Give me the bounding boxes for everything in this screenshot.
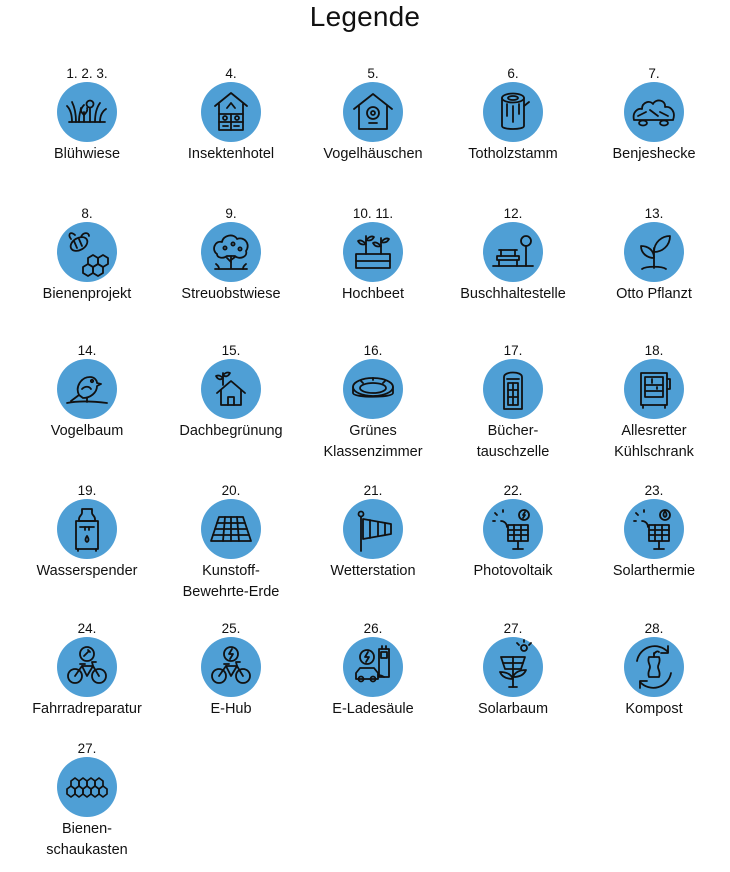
solar-panel-icon [483,499,543,559]
item-label: Solarthermie [612,563,696,579]
legend-item-buechertauschzelle [443,343,583,463]
fruit-tree-icon [201,222,261,282]
item-label [161,561,301,603]
item-label: Totholzstamm [468,146,558,162]
item-label: Bienenprojekt [42,286,132,302]
item-label: Streuobstwiese [181,286,281,302]
item-number: 13. [644,206,664,221]
fridge-icon [624,359,684,419]
legend-item-bienenschaukasten [17,741,157,861]
item-number: 26. [363,621,383,636]
legend-item-buschhaltestelle [443,206,583,305]
item-label: Kompost [625,701,683,717]
item-number: 20. [221,483,241,498]
item-number: 19. [77,483,97,498]
item-label: Otto Pflanzt [616,286,692,302]
item-label-line2: schaukasten [46,842,128,858]
item-label: Blühwiese [53,146,121,162]
item-number: 6. [507,66,519,81]
legend-item-totholzstamm [443,66,583,165]
green-roof-icon [201,359,261,419]
item-number: 21. [363,483,383,498]
amphitheater-icon [343,359,403,419]
item-number: 12. [503,206,523,221]
legend-item-vogelhaeuschen [303,66,443,165]
item-number: 16. [363,343,383,358]
item-label: Dachbegrünung [179,423,283,439]
item-label: Photovoltaik [473,563,553,579]
legend-item-insektenhotel [161,66,301,165]
item-number: 27. [503,621,523,636]
item-number: 18. [644,343,664,358]
water-dispenser-icon [57,499,117,559]
item-label: Fahrradreparatur [32,701,142,717]
legend-item-hochbeet [303,206,443,305]
legend-item-vogelbaum [17,343,157,442]
item-number: 7. [648,66,660,81]
legend-item-gruenes-klassenzimmer [303,343,443,463]
bus-stop-icon [483,222,543,282]
item-label: Insektenhotel [187,146,275,162]
item-number: 8. [81,206,93,221]
bike-repair-icon [57,637,117,697]
item-number: 1. 2. 3. [66,66,108,81]
item-label [303,421,443,463]
log-icon [483,82,543,142]
item-label: Hochbeet [341,286,405,302]
item-label [17,819,157,861]
legend-item-wetterstation [303,483,443,582]
birdhouse-icon [343,82,403,142]
legend-item-fahrradreparatur [17,621,157,720]
legend-item-streuobstwiese [161,206,301,305]
legend-item-otto-pflanzt [584,206,724,305]
item-number: 5. [367,66,379,81]
item-label: Buschhaltestelle [460,286,566,302]
legend-item-wasserspender [17,483,157,582]
item-label-line1: Bienen- [62,821,112,837]
item-label [584,421,724,463]
solar-tree-icon [483,637,543,697]
legend-item-dachbegruenung [161,343,301,442]
item-number: 25. [221,621,241,636]
item-number: 4. [225,66,237,81]
item-label-line1: Bücher- [487,423,539,439]
meadow-icon [57,82,117,142]
hedge-icon [624,82,684,142]
bird-icon [57,359,117,419]
legend-item-kunstoff-bewehrte-erde [161,483,301,603]
item-number: 10. 11. [352,206,394,221]
sprout-icon [624,222,684,282]
item-number: 17. [503,343,523,358]
item-label: E-Hub [210,701,252,717]
legend-title: Legende [309,1,421,32]
windsock-icon [343,499,403,559]
phone-booth-icon [483,359,543,419]
item-number: 28. [644,621,664,636]
geogrid-icon [201,499,261,559]
item-number: 9. [225,206,237,221]
item-label: Wasserspender [36,563,138,579]
ebike-icon [201,637,261,697]
legend-item-e-hub [161,621,301,720]
legend-item-allesretter-kuehlschrank [584,343,724,463]
legend-item-solarthermie [584,483,724,582]
item-label-line1: Kunstoff- [202,563,260,579]
item-number: 27. [77,741,97,756]
legend-item-solarbaum [443,621,583,720]
legend-item-photovoltaik [443,483,583,582]
ev-charger-icon [343,637,403,697]
insect-hotel-icon [201,82,261,142]
honeycomb-icon [57,757,117,817]
item-label: Benjeshecke [612,146,696,162]
item-label: E-Ladesäule [332,701,414,717]
item-label-line2: Bewehrte-Erde [182,584,280,600]
item-number: 23. [644,483,664,498]
item-label-line1: Grünes [349,423,397,439]
item-label-line2: Kühlschrank [614,444,694,460]
item-label-line2: Klassenzimmer [323,444,423,460]
item-label-line2: tauschzelle [476,444,550,460]
item-number: 14. [77,343,97,358]
solar-thermal-icon [624,499,684,559]
legend-item-bluehwiese [17,66,157,165]
legend-item-kompost [584,621,724,720]
compost-icon [624,637,684,697]
bee-honeycomb-icon [57,222,117,282]
item-label-line1: Allesretter [621,423,687,439]
item-number: 15. [221,343,241,358]
item-label: Solarbaum [477,701,549,717]
legend-item-e-ladesaeule [303,621,443,720]
legend-item-benjeshecke [584,66,724,165]
item-number: 22. [503,483,523,498]
item-label: Vogelbaum [50,423,124,439]
item-label: Vogelhäuschen [323,146,423,162]
item-label [443,421,583,463]
item-number: 24. [77,621,97,636]
raised-bed-icon [343,222,403,282]
item-label: Wetterstation [330,563,416,579]
legend-item-bienenprojekt [17,206,157,305]
